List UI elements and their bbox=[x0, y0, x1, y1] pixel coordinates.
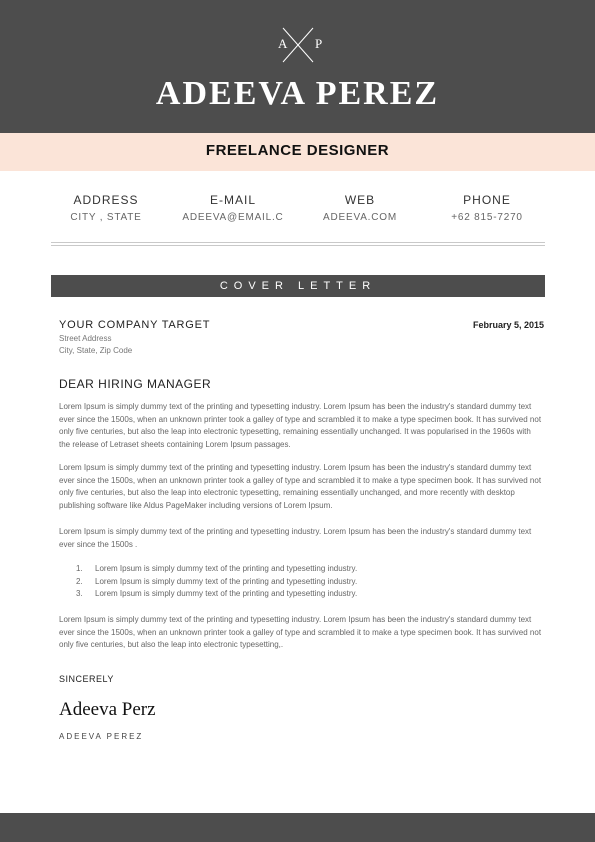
list-number: 2. bbox=[76, 576, 83, 586]
numbered-list bbox=[59, 563, 539, 601]
list-item-text: Lorem Ipsum is simply dummy text of the printing and typesetting industry. bbox=[95, 564, 358, 573]
contact-value: ADEEVA.COM bbox=[323, 212, 397, 223]
header-band bbox=[0, 0, 595, 133]
contact-value: +62 815-7270 bbox=[451, 212, 523, 223]
divider-line-top bbox=[51, 242, 545, 243]
contact-label: PHONE bbox=[463, 193, 511, 207]
monogram-logo bbox=[274, 26, 322, 64]
salutation: DEAR HIRING MANAGER bbox=[59, 377, 212, 391]
recipient-city: City, State, Zip Code bbox=[59, 346, 133, 355]
contact-label: WEB bbox=[344, 193, 376, 207]
body-paragraph: Lorem Ipsum is simply dummy text of the printing and typesetting industry. Lorem Ipsum has been the industry's standard dummy text ever since the 1500s, when an unknown printer took a galley of type and scrambled it to make a type specimen book. It has survived not only five centuries, but also the leap into electronic typesetting,. bbox=[59, 615, 542, 649]
signature-name: ADEEVA PEREZ bbox=[59, 732, 144, 741]
list-item bbox=[59, 576, 539, 589]
recipient-company: YOUR COMPANY TARGET bbox=[59, 319, 211, 331]
divider-line-bottom bbox=[51, 245, 545, 246]
body-paragraph: Lorem Ipsum is simply dummy text of the printing and typesetting industry. Lorem Ipsum has been the industry's standard dummy text ever since the 1500s . bbox=[59, 527, 532, 549]
contact-web bbox=[290, 193, 430, 223]
contact-address bbox=[36, 193, 176, 223]
body-paragraph: Lorem Ipsum is simply dummy text of the printing and typesetting industry. Lorem Ipsum has been the industry's standard dummy text ever since the 1500s, when an unknown printer took a galley of type and scrambled it to make a type specimen book. It has survived not only five centuries, but also the leap into electronic typesetting, remaining essentially unchanged, and more recently with desktop publishing software like Aldus PageMaker including versions of Lorem Ipsum. bbox=[59, 463, 542, 510]
list-item bbox=[59, 563, 539, 576]
contact-label: E-MAIL bbox=[209, 193, 256, 207]
contact-value: ADEEVA@EMAIL.C bbox=[182, 212, 284, 223]
contact-phone bbox=[417, 193, 557, 223]
list-item-text: Lorem Ipsum is simply dummy text of the printing and typesetting industry. bbox=[95, 576, 358, 586]
letter-date: February 5, 2015 bbox=[472, 320, 544, 330]
recipient-street: Street Address bbox=[59, 334, 112, 343]
contact-label: ADDRESS bbox=[73, 193, 139, 207]
list-number: 1. bbox=[76, 564, 83, 573]
contact-email bbox=[163, 193, 303, 223]
contact-value: CITY , STATE bbox=[70, 212, 142, 223]
job-title: FREELANCE DESIGNER bbox=[205, 142, 390, 159]
signature: Adeeva Perz bbox=[59, 699, 156, 720]
monogram-letter-right: P bbox=[315, 36, 323, 51]
candidate-name: ADEEVA PEREZ bbox=[155, 75, 440, 112]
monogram-letter-left: A bbox=[278, 36, 288, 51]
section-title-bar: COVER LETTER bbox=[51, 275, 545, 297]
list-item-text: Lorem Ipsum is simply dummy text of the printing and typesetting industry. bbox=[95, 589, 358, 598]
footer-band bbox=[0, 813, 595, 842]
list-number: 3. bbox=[76, 589, 83, 598]
list-item bbox=[59, 588, 539, 601]
body-paragraph: Lorem Ipsum is simply dummy text of the printing and typesetting industry. Lorem Ipsum has been the industry's standard dummy text ever since the 1500s, when an unknown printer took a galley of type and scrambled it to make a type specimen book. It has survived not only five centuries, but also the leap into electronic typesetting, remaining essentially unchanged. It was popularised in the 1960s with the release of Letraset sheets containing Lorem Ipsum passages. bbox=[59, 402, 542, 449]
closing: SINCERELY bbox=[59, 674, 114, 684]
